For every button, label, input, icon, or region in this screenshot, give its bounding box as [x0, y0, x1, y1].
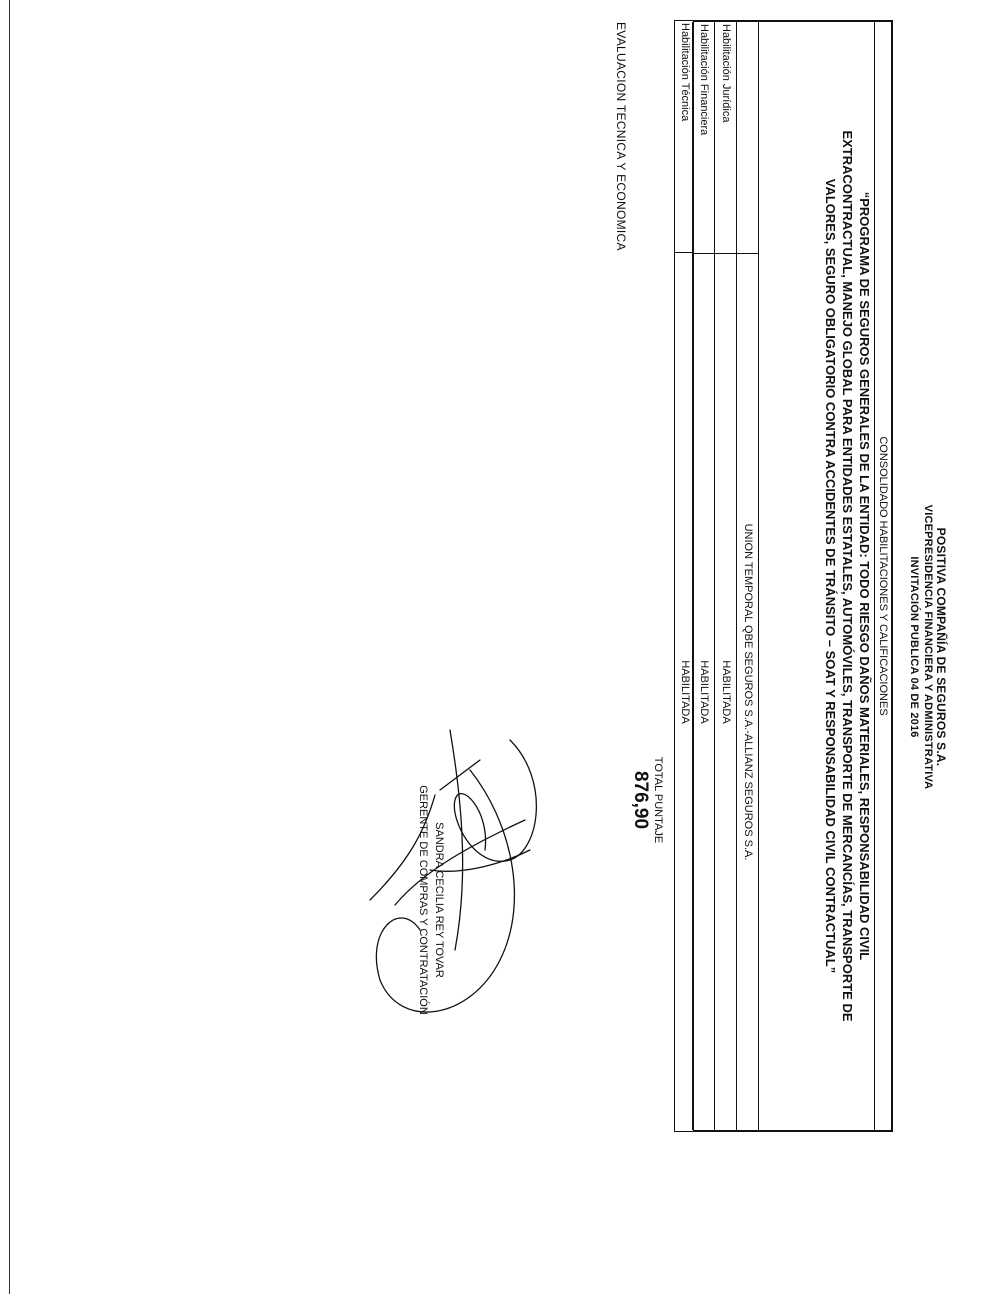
signer-name: SANDRA CECILIA REY TOVAR [433, 822, 445, 978]
header-blank-cell [737, 22, 758, 254]
invitation-title: INVITACIÓN PUBLICA 04 DE 2016 [908, 556, 920, 738]
table-row [715, 22, 737, 1130]
program-title [822, 22, 873, 1130]
company-name: POSITIVA COMPAÑÍA DE SEGUROS S.A. [934, 527, 948, 767]
consolidation-table [693, 20, 893, 1132]
table-header-row [737, 22, 759, 1130]
row-label: Habilitación Financiera [693, 22, 714, 254]
total-score-value: 876,90 [630, 770, 651, 830]
program-title-line: VALORES, SEGURO OBLIGATORIO CONTRA ACCIDENTES DE TRÁNSITO – SOAT Y RESPONSABILIDAD CIVIL CONTRACTUAL” [823, 178, 838, 974]
row-value: HABILITADA [720, 660, 732, 724]
handwritten-signature [330, 700, 570, 1060]
table-row [674, 20, 694, 1132]
signer-role: GERENTE DE COMPRAS Y CONTRATACIÓN [417, 785, 429, 1015]
program-title-line: EXTRACONTRACTUAL, MANEJO GLOBAL PARA ENTIDADES ESTATALES, AUTOMÓVILES, TRANSPORTE DE MERCANCÍAS, TRANSPORTE DE [840, 130, 855, 1022]
row-value: HABILITADA [698, 660, 710, 724]
vicepresidency-name: VICEPRESIDENCIA FINANCIERA Y ADMINISTRATIVA [922, 504, 934, 790]
row-label: Habilitación Técnica [675, 21, 694, 253]
total-score-label: TOTAL PUNTAJE [652, 756, 664, 844]
program-title-line: “PROGRAMA DE SEGUROS GENERALES DE LA ENTIDAD: TODO RIESGO DAÑOS MATERIALES, RESPONSABILIDAD CIVIL [857, 191, 872, 961]
evaluation-label: EVALUACION TECNICA Y ECONOMICA [614, 22, 628, 251]
table-title: CONSOLIDADO HABILITACIONES Y CALIFICACIONES [874, 22, 891, 1130]
bidder-name: UNION TEMPORAL QBE SEGUROS S.A.-ALLIANZ SEGUROS S.A. [742, 523, 754, 861]
page-bottom-rule [9, 0, 10, 1294]
row-value: HABILITADA [679, 660, 691, 724]
row-label: Habilitación Jurídica [715, 22, 736, 254]
table-row [693, 22, 715, 1130]
